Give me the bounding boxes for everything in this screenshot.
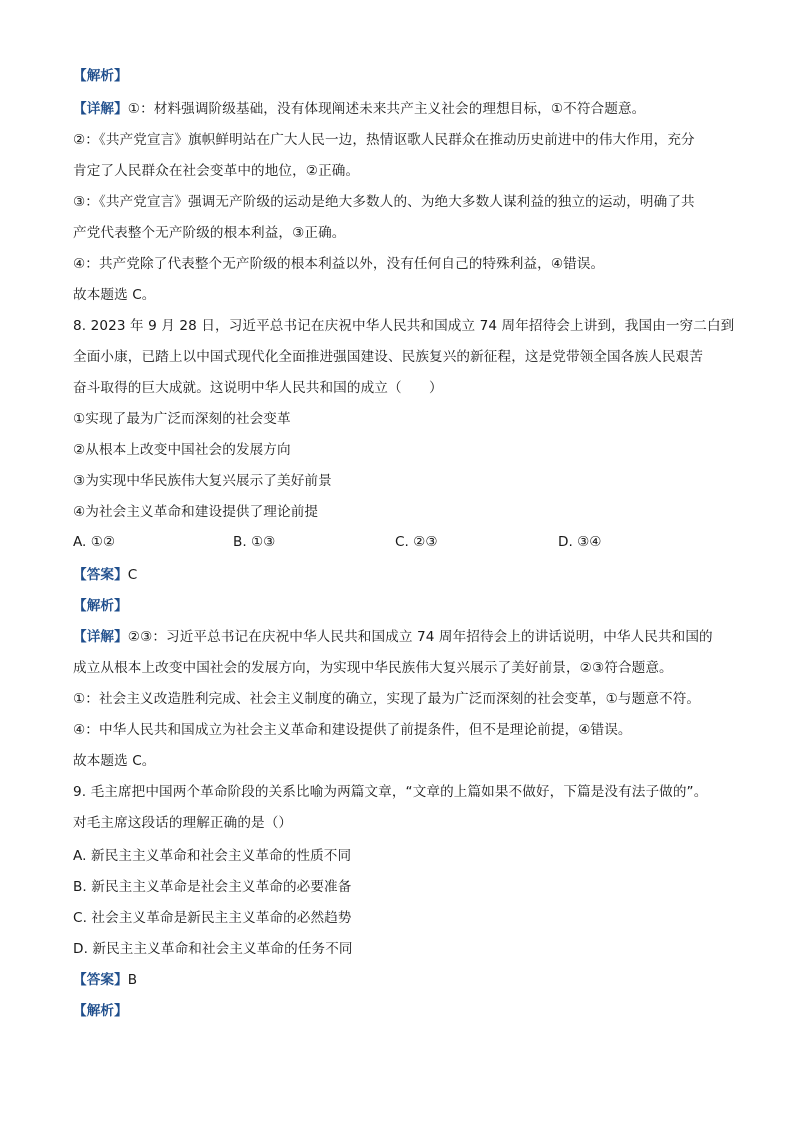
section-tag: 【答案】 <box>73 567 128 583</box>
conclusion-q8: 故本题选 C。 <box>73 753 156 769</box>
question-9-line-1: 9. 毛主席把中国两个革命阶段的关系比喻为两篇文章，“文章的上篇如果不做好，下篇是没有法子做的”。 <box>73 784 708 800</box>
question-8-line-3: 奋斗取得的巨大成就。这说明中华人民共和国的成立（ ） <box>73 380 443 396</box>
detail-q8-3: ①：社会主义改造胜利完成、社会主义制度的确立，实现了最为广泛而深刻的社会变革，①与题意不符。 <box>73 691 701 707</box>
section-tag: 【详解】 <box>73 629 128 645</box>
question-8-item-3: ③为实现中华民族伟大复兴展示了美好前景 <box>73 473 332 489</box>
section-text: C <box>127 567 138 583</box>
question-9-option-c: C. 社会主义革命是新民主主义革命的必然趋势 <box>73 910 352 926</box>
option-a: A. ①② <box>73 534 116 550</box>
detail-q8-4: ④：中华人民共和国成立为社会主义革命和建设提供了前提条件，但不是理论前提，④错误。 <box>73 722 632 738</box>
question-8-line-2: 全面小康，已踏上以中国式现代化全面推进强国建设、民族复兴的新征程，这是党带领全国各族人民艰苦 <box>73 349 703 365</box>
answer-q9 <box>73 970 733 990</box>
question-8-item-4: ④为社会主义革命和建设提供了理论前提 <box>73 504 319 520</box>
detail-q7-4: ③：《共产党宣言》强调无产阶级的运动是绝大多数人的、为绝大多数人谋利益的独立的运动，明确了共 <box>73 194 695 210</box>
analysis-heading-3: 【解析】 <box>73 1003 128 1019</box>
question-8-item-1: ①实现了最为广泛而深刻的社会变革 <box>73 411 291 427</box>
option-d: D. ③④ <box>558 534 602 550</box>
question-8-item-2: ②从根本上改变中国社会的发展方向 <box>73 442 291 458</box>
question-9-option-a: A. 新民主主义革命和社会主义革命的性质不同 <box>73 848 352 864</box>
section-text: ①：材料强调阶级基础，没有体现阐述未来共产主义社会的理想目标，①不符合题意。 <box>127 101 646 117</box>
section-text: ②③：习近平总书记在庆祝中华人民共和国成立 74 周年招待会上的讲话说明，中华人民共和国的 <box>127 629 713 645</box>
conclusion-q7: 故本题选 C。 <box>73 287 156 303</box>
question-9-line-2: 对毛主席这段话的理解正确的是（） <box>73 815 293 831</box>
detail-q7-3: 肯定了人民群众在社会变革中的地位，②正确。 <box>73 163 360 179</box>
section-text: B <box>127 972 138 988</box>
detail-q7-5: 产党代表整个无产阶级的根本利益，③正确。 <box>73 225 346 241</box>
option-b: B. ①③ <box>233 534 276 550</box>
detail-q7-2: ②：《共产党宣言》旗帜鲜明站在广大人民一边，热情讴歌人民群众在推动历史前进中的伟大作用，充分 <box>73 132 695 148</box>
analysis-heading-1: 【解析】 <box>73 68 128 84</box>
detail-q7-1 <box>73 99 733 119</box>
detail-q7-6: ④：共产党除了代表整个无产阶级的根本利益以外，没有任何自己的特殊利益，④错误。 <box>73 256 605 272</box>
question-8-options <box>73 534 733 554</box>
question-9-option-d: D. 新民主主义革命和社会主义革命的任务不同 <box>73 941 353 957</box>
analysis-heading-2: 【解析】 <box>73 598 128 614</box>
option-c: C. ②③ <box>395 534 438 550</box>
question-8-line-1: 8. 2023 年 9 月 28 日，习近平总书记在庆祝中华人民共和国成立 74 周年招待会上讲到，我国由一穷二白到 <box>73 318 735 334</box>
section-tag: 【详解】 <box>73 101 128 117</box>
answer-q8 <box>73 565 733 585</box>
section-tag: 【答案】 <box>73 972 128 988</box>
question-9-option-b: B. 新民主主义革命是社会主义革命的必要准备 <box>73 879 352 895</box>
detail-q8-1 <box>73 627 733 647</box>
detail-q8-2: 成立从根本上改变中国社会的发展方向，为实现中华民族伟大复兴展示了美好前景，②③符合题意。 <box>73 660 673 676</box>
